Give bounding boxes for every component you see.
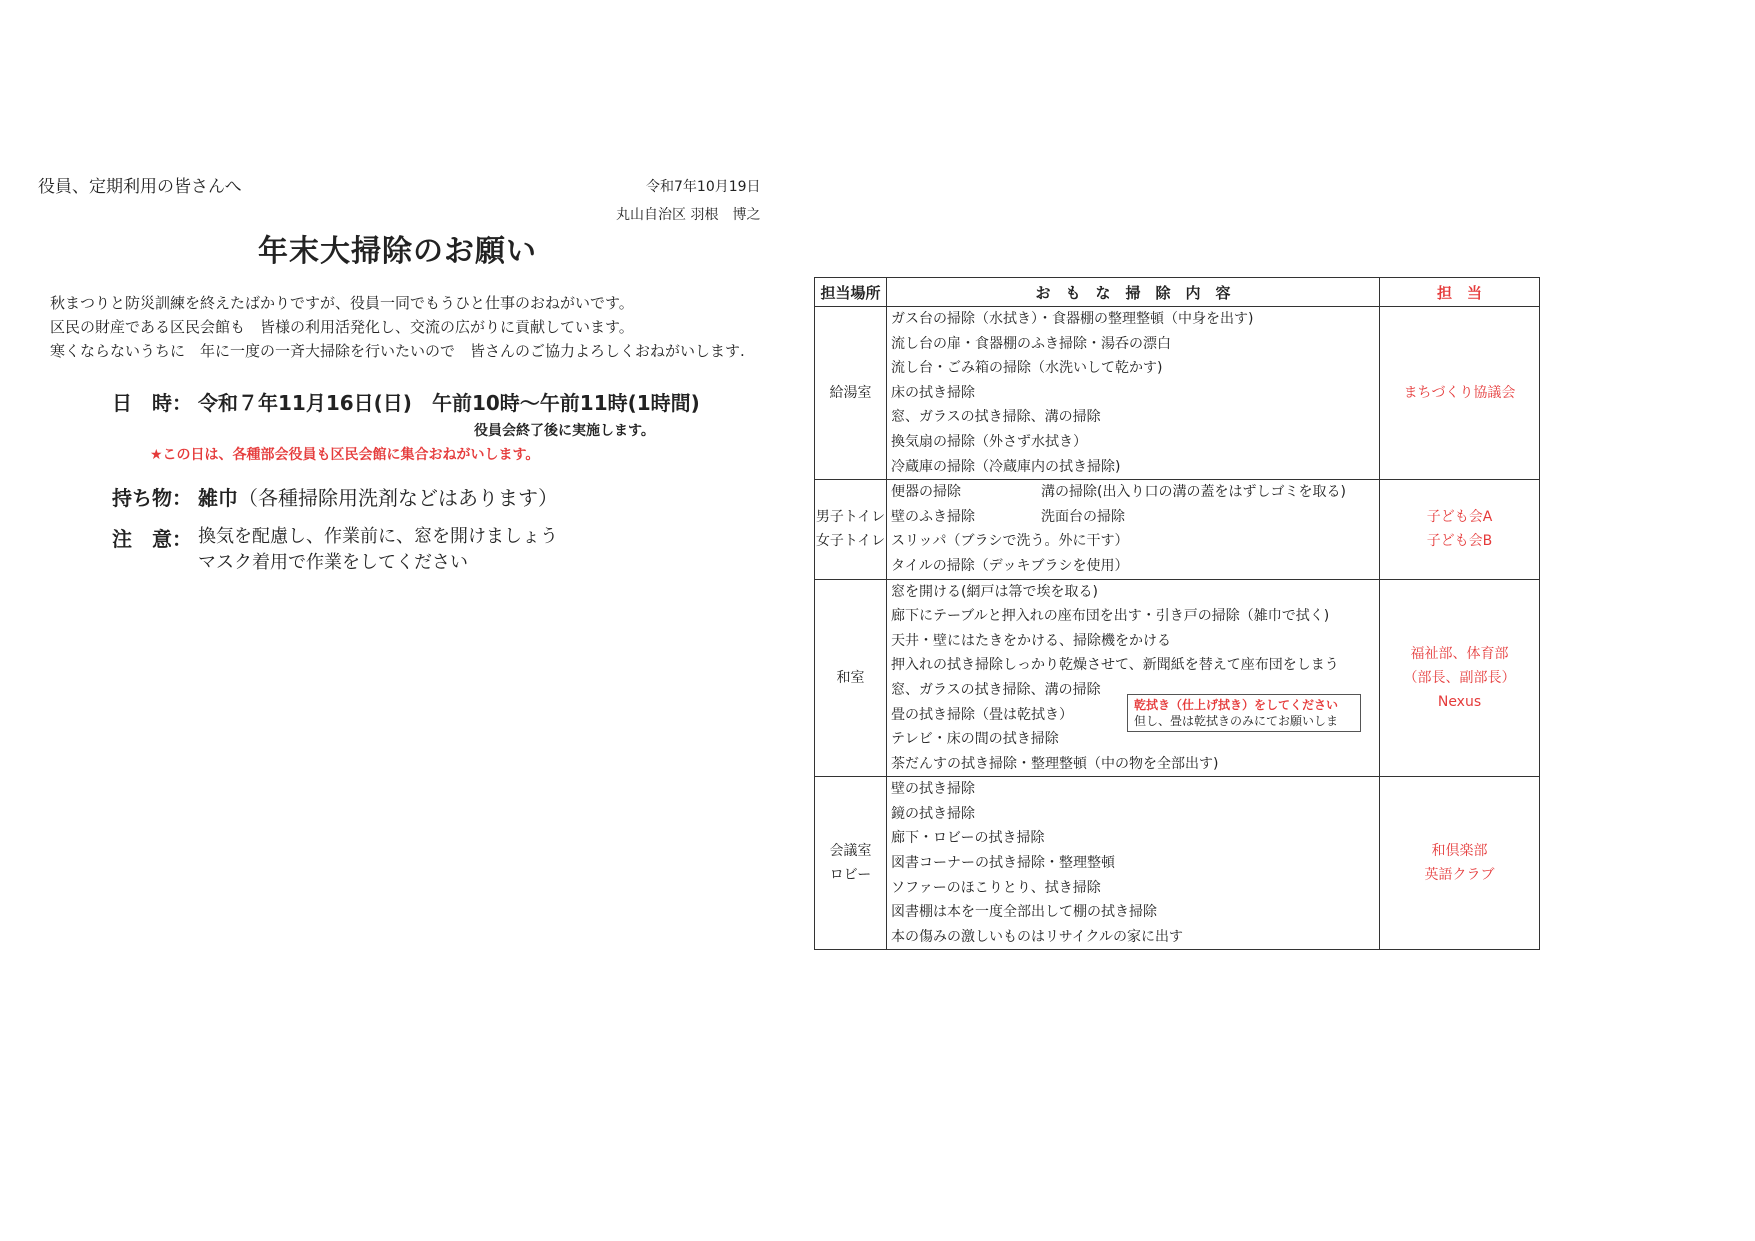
caution-line-2: マスク着用で作業をしてください [198, 552, 468, 573]
place-cell [815, 307, 887, 480]
header-content: お も な 掃 除 内 容 [887, 278, 1380, 307]
items-value-main: 雑巾 [198, 486, 238, 510]
place-name: 和室 [836, 669, 865, 686]
header-assignee: 担 当 [1380, 278, 1540, 307]
table-row [815, 777, 1540, 950]
task-item: 廊下・ロビーの拭き掃除 [891, 830, 1045, 847]
tasks-cell [887, 579, 1380, 777]
addressee: 役員、定期利用の皆さんへ [38, 177, 242, 197]
datetime-value: 令和７年11月16日(日) 午前10時～午前11時(1時間) [198, 391, 700, 415]
tasks-cell [887, 777, 1380, 950]
datetime-alert: ★この日は、各種部会役員も区民会館に集合おねがいします。 [150, 447, 540, 463]
assignee-cell [1380, 480, 1540, 579]
task-item: タイルの掃除（デッキブラシを使用） [891, 557, 1129, 574]
task-item: 押入れの拭き掃除しっかり乾燥させて、新聞紙を替えて座布団をしまう [891, 657, 1339, 674]
task-item: 畳の拭き掃除（畳は乾拭き） [891, 706, 1073, 723]
task-item: 天井・壁にはたきをかける、掃除機をかける [891, 632, 1171, 649]
place-name-2: ロビー [829, 867, 872, 884]
task-item: 窓を開ける(網戸は箒で埃を取る) [891, 583, 1098, 600]
task-text-right: 溝の掃除(出入り口の溝の蓋をはずしゴミを取る) [1041, 484, 1346, 501]
items-value-note: （各種掃除用洗剤などはあります） [238, 486, 558, 510]
assignee-name: まちづくり協議会 [1403, 385, 1516, 402]
table-row [815, 579, 1540, 777]
task-item [891, 480, 1379, 505]
task-item: 窓、ガラスの拭き掃除、溝の掃除 [891, 409, 1101, 426]
letter-author: 丸山自治区 羽根 博之 [616, 207, 761, 223]
assignee-cell [1380, 777, 1540, 950]
task-item: 図書コーナーの拭き掃除・整理整頓 [891, 855, 1115, 872]
task-item: 流し台の扉・食器棚のふき掃除・湯呑の漂白 [891, 335, 1171, 352]
memo-line-1: 乾拭き（仕上げ拭き）をしてください [1134, 698, 1339, 712]
task-item: 壁の拭き掃除 [891, 781, 975, 798]
assignee-name: （部長、副部長） [1403, 669, 1516, 686]
assignee-name: Nexus [1437, 693, 1482, 710]
tasks-cell [887, 307, 1380, 480]
place-cell [815, 480, 887, 579]
place-name: 給湯室 [829, 385, 872, 402]
header-place: 担当場所 [815, 278, 887, 307]
tasks-cell [887, 480, 1380, 579]
letter-date: 令和7年10月19日 [646, 179, 761, 195]
task-item: 流し台・ごみ箱の掃除（水洗いして乾かす) [891, 360, 1163, 377]
table-row [815, 307, 1540, 480]
task-item [891, 505, 1379, 530]
task-item: 冷蔵庫の掃除（冷蔵庫内の拭き掃除) [891, 458, 1121, 475]
task-item: ガス台の掃除（水拭き）・食器棚の整理整頓（中身を出す) [891, 311, 1254, 327]
task-item: 本の傷みの激しいものはリサイクルの家に出す [891, 928, 1184, 945]
table-row [815, 480, 1540, 579]
task-item: テレビ・床の間の拭き掃除 [891, 731, 1059, 748]
task-text: 壁のふき掃除 [891, 508, 975, 525]
place-name: 会議室 [829, 843, 872, 860]
task-item: 茶だんすの拭き掃除・整理整頓（中の物を全部出す) [891, 755, 1219, 772]
page-title: 年末大掃除のお願い [258, 234, 537, 269]
task-item: 床の拭き掃除 [891, 384, 975, 401]
items-value [198, 482, 558, 511]
assignee-cell [1380, 579, 1540, 777]
task-item: 図書棚は本を一度全部出して棚の拭き掃除 [891, 904, 1157, 921]
task-item: 廊下にテーブルと押入れの座布団を出す・引き戸の掃除（雑巾で拭く) [891, 608, 1330, 625]
items-label: 持ち物： [112, 486, 192, 510]
assignee-name: 英語クラブ [1424, 867, 1495, 884]
place-cell [815, 777, 887, 950]
assignee-name: 子ども会B [1426, 533, 1493, 550]
assignee-cell [1380, 307, 1540, 480]
intro-line-3: 寒くならないうちに 年に一度の一斉大掃除を行いたいので 皆さんのご協力よろしくおねがいします. [50, 342, 745, 360]
assignee-name: 福祉部、体育部 [1410, 645, 1509, 662]
caution-label: 注 意： [112, 527, 192, 551]
place-name-2: 女子トイレ [815, 533, 886, 550]
place-name: 男子トイレ [815, 509, 886, 526]
task-text-right: 洗面台の掃除 [1041, 508, 1125, 525]
task-item: 換気扇の掃除（外さず水拭き） [891, 433, 1087, 450]
assignee-name: 子ども会A [1426, 509, 1493, 526]
caution-line-1: 換気を配慮し、作業前に、窓を開けましょう [198, 526, 558, 547]
task-item: ソファーのほこりとり、拭き掃除 [891, 879, 1101, 896]
task-text: 便器の掃除 [891, 484, 961, 501]
cleaning-table [814, 277, 1540, 950]
datetime-label: 日 時： [112, 391, 192, 415]
memo-line-2: 但し、畳は乾拭きのみにてお願いしま [1134, 714, 1339, 728]
assignee-name: 和倶楽部 [1431, 843, 1488, 860]
datetime-note: 役員会終了後に実施します。 [474, 423, 655, 439]
drywipe-memo [1127, 694, 1361, 732]
task-item: 窓、ガラスの拭き掃除、溝の掃除 [891, 681, 1101, 698]
task-item: スリッパ（ブラシで洗う。外に干す） [891, 533, 1129, 550]
intro-line-1: 秋まつりと防災訓練を終えたばかりですが、役員一同でもうひと仕事のおねがいです。 [50, 294, 634, 312]
table-header-row [815, 278, 1540, 307]
task-item: 鏡の拭き掃除 [891, 805, 975, 822]
intro-line-2: 区民の財産である区民会館も 皆様の利用活発化し、交流の広がりに貢献しています。 [50, 318, 634, 336]
place-cell [815, 579, 887, 777]
